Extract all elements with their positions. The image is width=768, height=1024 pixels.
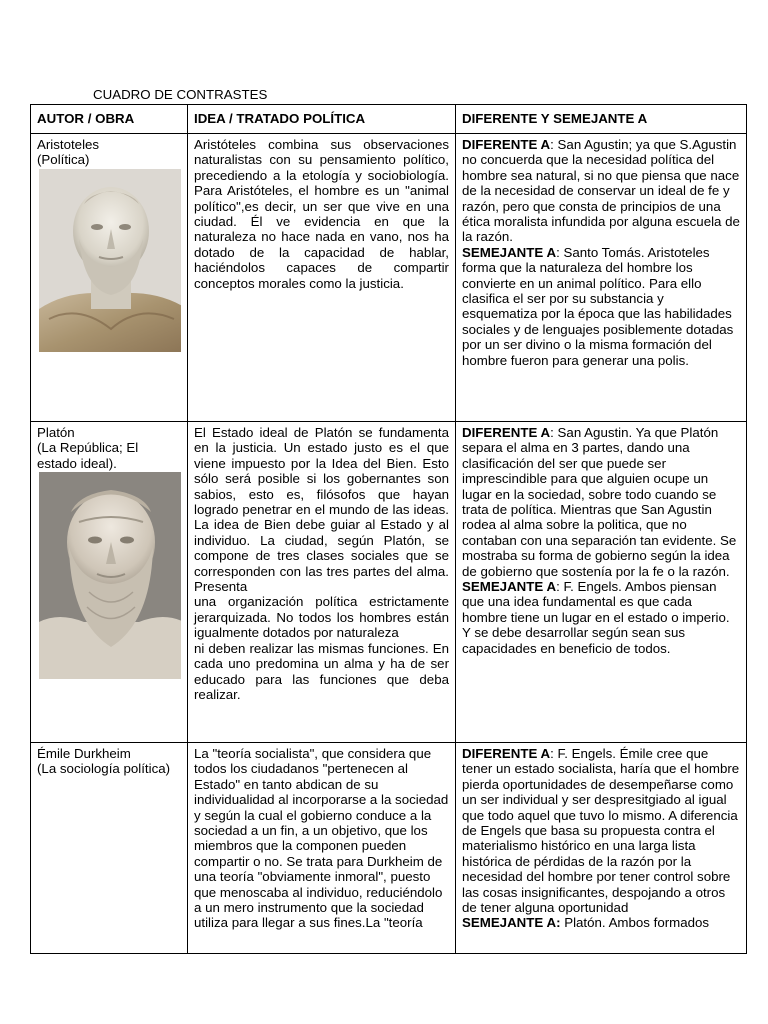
idea-paragraph: una organización política estrictamente jerarquizada. No todos los hombres están igualmente dotados por naturaleza bbox=[194, 594, 449, 641]
header-idea: IDEA / TRATADO POLÍTICA bbox=[188, 105, 456, 134]
aristotle-bust-image bbox=[39, 169, 181, 352]
contrast-table bbox=[30, 104, 747, 954]
similar-text: : Santo Tomás. Aristoteles forma que la naturaleza del hombre los convierte en un animal político. Para ello clasifica el ser por su substancia y esquematiza por la época que las habilidades sociales y de lenguajes posiblemente dotadas por un ser divino o la misma formación del hombre fueron para generar una polis. bbox=[462, 244, 734, 368]
idea-cell: Aristóteles combina sus observaciones naturalistas con su pensamiento político, precediendo a la etología y sociobiología. Para Aristóteles, el hombre es un "animal político",es decir, un ser que vive en una ciudad. Él ve evidencia en que la naturaleza no hace nada en vano, nos ha dotado de la capacidad de hablar, haciéndolos capaces de compartir conceptos morales como la justicia. bbox=[188, 134, 456, 422]
similar-label: SEMEJANTE A bbox=[462, 244, 557, 260]
table-row bbox=[31, 422, 747, 743]
idea-cell bbox=[188, 422, 456, 743]
author-cell bbox=[31, 743, 188, 954]
different-label: DIFERENTE A bbox=[462, 425, 551, 440]
table-row bbox=[31, 743, 747, 954]
table-header-row bbox=[31, 105, 747, 134]
similar-label: SEMEJANTE A bbox=[462, 579, 557, 595]
similar-label: SEMEJANTE A: bbox=[462, 915, 561, 931]
similar-text: : F. Engels. Ambos piensan que una idea fundamental es que cada hombre tiene un lugar en el estado o imperio. Y se debe desarrollar según sean sus capacidades en beneficio de todos. bbox=[462, 579, 730, 656]
idea-cell: La "teoría socialista", que considera que todos los ciudadanos "pertenecen al Estado" en tanto abdican de su individualidad al incorporarse a la sociedad y según la cual el gobierno conduce a la sociedad a un fin, a un objetivo, que los miembros que la componen pueden compartir o no. Se trata para Durkheim de una teoría "obviamente inmoral", puesto que menoscaba al individuo, reduciéndolo a un mero instrumento que la sociedad utiliza para llegar a sus fines.La "teoría bbox=[188, 743, 456, 954]
author-name: Émile Durkheim bbox=[37, 746, 131, 761]
plato-bust-image bbox=[39, 472, 181, 679]
different-text: : San Agustin; ya que S.Agustin no concuerda que la necesidad política del hombre sea natural, si no que piensa que nace de la necesidad de conservar un ideal de fe y razón, pero que consta de principios de una ética moralista infundida por alguna escuela de la razón. bbox=[462, 137, 740, 245]
different-text: : San Agustin. Ya que Platón separa el alma en 3 partes, dando una clasificación del ser que puede ser imprescindible para que alguien ocupe un lugar en la sociedad, sobre todo cuando se trata de política. Mientras que San Agustin rodea al alma sobre la politica, que no contaban con una separación tan evidente. Se mostraba su forma de gobierno según la idea de gobierno que sostenía por la fe o la razón. bbox=[462, 425, 737, 579]
author-name: Aristoteles bbox=[37, 137, 100, 152]
idea-paragraph: El Estado ideal de Platón se fundamenta en la justicia. Un estado justo es el que viene impuesto por la Idea del Bien. Esto sólo será posible si los gobernantes son sabios, esto es, filósofos que hayan logrado penetrar en el mundo de las ideas. La idea de Bien debe guiar al Estado y al individuo. La ciudad, según Platón, se compone de tres clases sociales que se corresponden con las tres partes del alma. Presenta bbox=[194, 425, 449, 595]
diff-same-cell bbox=[456, 422, 747, 743]
author-name: Platón bbox=[37, 425, 75, 440]
document-title: CUADRO DE CONTRASTES bbox=[93, 87, 268, 102]
different-label: DIFERENTE A bbox=[462, 137, 551, 152]
author-work: (La República; El estado ideal). bbox=[37, 440, 139, 471]
similar-text: Platón. Ambos formados bbox=[560, 915, 710, 931]
author-cell bbox=[31, 422, 188, 743]
author-work: (La sociología política) bbox=[37, 761, 171, 777]
header-author: AUTOR / OBRA bbox=[31, 105, 188, 134]
author-work: (Política) bbox=[37, 152, 90, 168]
author-cell bbox=[31, 134, 188, 422]
different-text: : F. Engels. Émile cree que tener un estado socialista, haría que el hombre pierda oportunidades de desempeñarse como un ser individual y ser despresitgiado al igual que todo aquel que tuvo lo mismo. A diferencia de Engels que basa su propuesta contra el materialismo histórico en una larga lista histórica de pérdidas de la razón por la necesidad del hombre por tener control sobre las cosas insignificantes, despojando a otros de tener alguna oportunidad bbox=[462, 746, 740, 916]
header-diff-same: DIFERENTE Y SEMEJANTE A bbox=[456, 105, 747, 134]
table-row bbox=[31, 134, 747, 422]
diff-same-cell bbox=[456, 743, 747, 954]
different-label: DIFERENTE A bbox=[462, 746, 551, 761]
diff-same-cell bbox=[456, 134, 747, 422]
idea-paragraph: ni deben realizar las mismas funciones. En cada uno predomina un alma y ha de ser educado para las funciones que deba realizar. bbox=[194, 640, 449, 702]
